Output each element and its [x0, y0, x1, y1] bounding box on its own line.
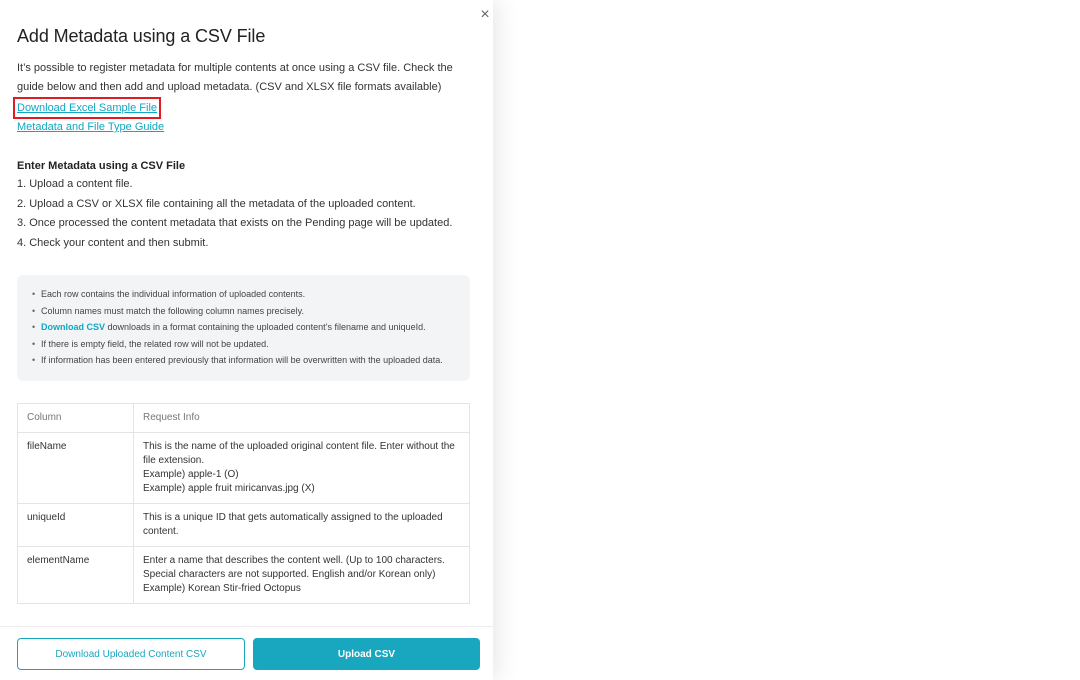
table-row	[18, 546, 470, 603]
row-column-name: fileName	[18, 432, 134, 503]
upload-csv-button[interactable]: Upload CSV	[253, 638, 480, 670]
row-column-name: elementName	[18, 546, 134, 603]
steps-list	[17, 175, 476, 253]
info-line: This is a unique ID that gets automatically assigned to the uploaded content.	[143, 511, 443, 537]
notice-item	[31, 319, 458, 336]
step-item: 1. Upload a content file.	[17, 178, 133, 190]
notice-box	[17, 275, 470, 381]
info-line: Example) Korean Stir-fried Octopus	[143, 582, 301, 594]
table-header-row	[18, 403, 470, 432]
row-request-info	[134, 546, 470, 603]
info-line: Example) apple-1 (O)	[143, 468, 239, 480]
header-request-info: Request Info	[134, 403, 470, 432]
close-icon[interactable]: ×	[480, 6, 490, 23]
download-uploaded-csv-button[interactable]: Download Uploaded Content CSV	[17, 638, 245, 670]
notice-item-text: downloads in a format containing the uploaded content’s filename and uniqueId.	[105, 322, 426, 332]
header-column: Column	[18, 403, 134, 432]
dialog-footer	[0, 626, 493, 680]
download-sample-file-link[interactable]: Download Excel Sample File	[13, 97, 161, 119]
step-item: 3. Once processed the content metadata that exists on the Pending page will be updated.	[17, 217, 453, 229]
step-item: 2. Upload a CSV or XLSX file containing all the metadata of the uploaded content.	[17, 197, 416, 210]
row-column-name: uniqueId	[18, 503, 134, 546]
notice-item: • If there is empty field, the related row will not be updated.	[31, 336, 458, 353]
table-row	[18, 503, 470, 546]
table-row	[18, 432, 470, 503]
notice-item: • If information has been entered previously that information will be overwritten with the uploaded data.	[31, 352, 458, 369]
info-line: This is the name of the uploaded original content file. Enter without the file extension.	[143, 440, 455, 466]
step-item: 4. Check your content and then submit.	[17, 236, 209, 249]
info-line: Example) apple fruit miricanvas.jpg (X)	[143, 482, 315, 494]
steps-title: Enter Metadata using a CSV File	[17, 160, 186, 172]
metadata-type-guide-link[interactable]: Metadata and File Type Guide	[17, 121, 165, 133]
row-request-info	[134, 432, 470, 503]
dialog-body[interactable]	[0, 0, 493, 626]
info-line: Enter a name that describes the content well. (Up to 100 characters. Special characters are not supported. English and/or Korean only)	[143, 554, 445, 580]
dialog-description: It’s possible to register metadata for multiple contents at once using a CSV file. Check the guide below and then add and upload metadata. (CSV and XLSX file formats available)	[17, 62, 453, 93]
dialog-title: Add Metadata using a CSV File	[17, 26, 266, 46]
download-csv-highlight: Download CSV	[41, 322, 106, 332]
metadata-dialog	[0, 0, 493, 680]
notice-item: • Column names must match the following column names precisely.	[31, 303, 458, 320]
notice-item: • Each row contains the individual information of uploaded contents.	[31, 286, 458, 303]
column-info-table	[17, 403, 470, 604]
row-request-info	[134, 503, 470, 546]
